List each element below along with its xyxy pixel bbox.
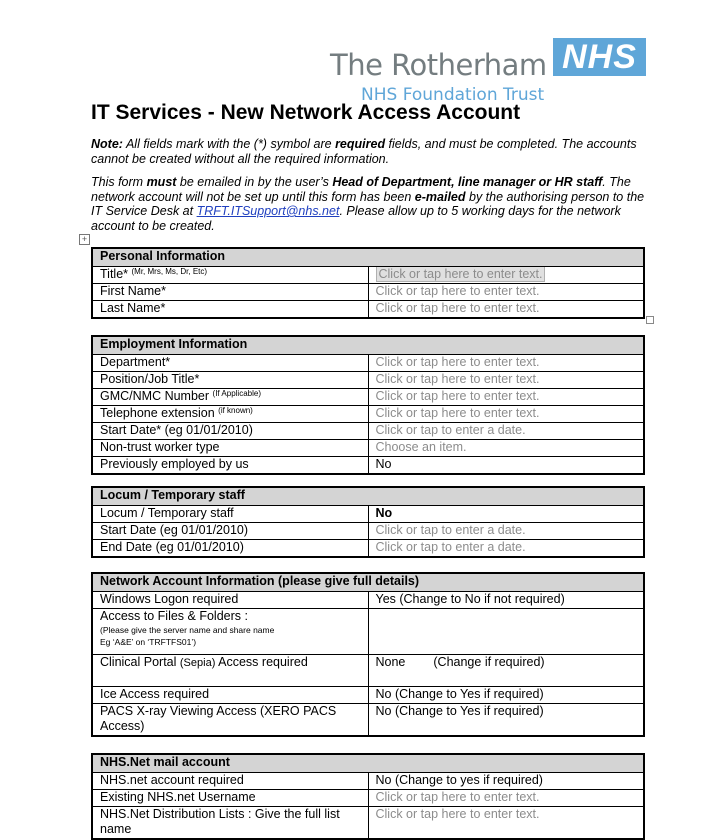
position-label: Position/Job Title* [92, 372, 368, 389]
nhsmail-header: NHS.Net mail account [92, 754, 644, 773]
nhsmail-table [91, 753, 645, 840]
logo-org-name: The Rotherham [330, 48, 547, 82]
files-folders-field[interactable] [368, 609, 644, 655]
network-account-table [91, 572, 645, 737]
start-date-picker[interactable]: Click or tap to enter a date. [368, 423, 644, 440]
ice-access-value[interactable]: No (Change to Yes if required) [368, 687, 644, 704]
start-date-label: Start Date* (eg 01/01/2010) [92, 423, 368, 440]
nhsmail-required-value[interactable]: No (Change to yes if required) [368, 773, 644, 790]
locum-value[interactable]: No [368, 506, 644, 523]
note-lead: Note: [91, 137, 123, 151]
locum-header: Locum / Temporary staff [92, 487, 644, 506]
title-label [92, 267, 368, 284]
department-field[interactable]: Click or tap here to enter text. [368, 355, 644, 372]
first-name-field[interactable]: Click or tap here to enter text. [368, 284, 644, 301]
title-field[interactable] [368, 267, 644, 284]
network-header: Network Account Information (please give full details) [92, 573, 644, 592]
personal-info-table [91, 247, 645, 319]
locum-label: Locum / Temporary staff [92, 506, 368, 523]
files-label-text: Access to Files & Folders : [100, 609, 248, 623]
department-label: Department* [92, 355, 368, 372]
distribution-lists-label: NHS.Net Distribution Lists : Give the full list name [92, 807, 368, 840]
page-title: IT Services - New Network Access Account [91, 101, 521, 124]
gmc-hint: (If Applicable) [212, 389, 261, 398]
gmc-label-text: GMC/NMC Number [100, 389, 210, 403]
worker-type-label: Non-trust worker type [92, 440, 368, 457]
trust-logo [330, 38, 648, 106]
instr-text-3: . The network account will not be set up until this form has been [91, 175, 631, 204]
worker-type-dropdown[interactable]: Choose an item. [368, 440, 644, 457]
personal-info-header: Personal Information [92, 248, 644, 267]
clinical-label-text: Clinical Portal [100, 655, 180, 669]
nhsmail-required-label: NHS.net account required [92, 773, 368, 790]
telephone-label [92, 406, 368, 423]
previously-employed-label: Previously employed by us [92, 457, 368, 475]
files-hint-2: Eg ‘A&E’ on ‘TRFTFS01’) [100, 637, 197, 647]
gmc-label [92, 389, 368, 406]
pacs-access-value[interactable]: No (Change to Yes if required) [368, 704, 644, 737]
telephone-label-text: Telephone extension [100, 406, 215, 420]
instr-approvers: Head of Department, line manager or HR staff [332, 175, 603, 189]
note-text-end: fields, and must be completed. The accounts cannot be created without all the required information. [91, 137, 637, 166]
ice-access-label: Ice Access required [92, 687, 368, 704]
clinical-portal-label [92, 655, 368, 687]
files-hint-1: (Please give the server name and share name [100, 625, 275, 635]
telephone-hint: (if known) [218, 406, 253, 415]
table-resize-handle[interactable] [646, 316, 654, 324]
pacs-access-label: PACS X-ray Viewing Access (XERO PACS Access) [92, 704, 368, 737]
clinical-label-sepia: (Sepia) [179, 657, 216, 669]
clinical-portal-value[interactable] [368, 655, 644, 687]
note-required: required [335, 137, 386, 151]
instr-text-4: by the authorising person to the IT Service Desk at [91, 189, 645, 218]
employment-info-table [91, 335, 645, 475]
logo-trust-name: NHS Foundation Trust [361, 85, 545, 105]
nhs-logo-mark: NHS [553, 38, 646, 76]
position-field[interactable]: Click or tap here to enter text. [368, 372, 644, 389]
nhsmail-username-field[interactable]: Click or tap here to enter text. [368, 790, 644, 807]
distribution-lists-field[interactable]: Click or tap here to enter text. [368, 807, 644, 840]
instr-emailed: e-mailed [414, 189, 466, 204]
locum-start-label: Start Date (eg 01/01/2010) [92, 523, 368, 540]
instr-text-2: be emailed in by the user’s [176, 175, 333, 189]
locum-table [91, 486, 645, 558]
telephone-field[interactable]: Click or tap here to enter text. [368, 406, 644, 423]
locum-start-picker[interactable]: Click or tap to enter a date. [368, 523, 644, 540]
first-name-label: First Name* [92, 284, 368, 301]
gmc-field[interactable]: Click or tap here to enter text. [368, 389, 644, 406]
locum-end-label: End Date (eg 01/01/2010) [92, 540, 368, 558]
clinical-value-hint: (Change if required) [433, 655, 545, 669]
instr-text-1: This form [91, 175, 147, 189]
last-name-label: Last Name* [92, 301, 368, 319]
table-move-handle-icon[interactable]: + [79, 234, 90, 245]
note-text: All fields mark with the (*) symbol are [122, 137, 336, 151]
title-hint: (Mr, Mrs, Ms, Dr, Etc) [131, 267, 208, 276]
instr-must: must [146, 175, 177, 189]
locum-end-picker[interactable]: Click or tap to enter a date. [368, 540, 644, 558]
nhsmail-username-label: Existing NHS.net Username [92, 790, 368, 807]
clinical-value-none: None [375, 655, 406, 669]
previously-employed-value[interactable]: No [368, 457, 644, 475]
last-name-field[interactable]: Click or tap here to enter text. [368, 301, 644, 319]
employment-info-header: Employment Information [92, 336, 644, 355]
title-field-placeholder[interactable]: Click or tap here to enter text. [376, 267, 546, 283]
windows-logon-label: Windows Logon required [92, 592, 368, 609]
clinical-label-end: Access required [215, 655, 308, 669]
files-folders-label [92, 609, 368, 655]
note-paragraph [91, 137, 651, 166]
instr-text-5: . Please allow up to 5 working days for the network account to be created. [91, 204, 621, 233]
instructions-paragraph [91, 175, 651, 233]
windows-logon-value[interactable]: Yes (Change to No if not required) [368, 592, 644, 609]
support-email-link[interactable]: TRFT.ITSupport@nhs.net [196, 204, 340, 218]
title-label-text: Title* [100, 267, 129, 281]
